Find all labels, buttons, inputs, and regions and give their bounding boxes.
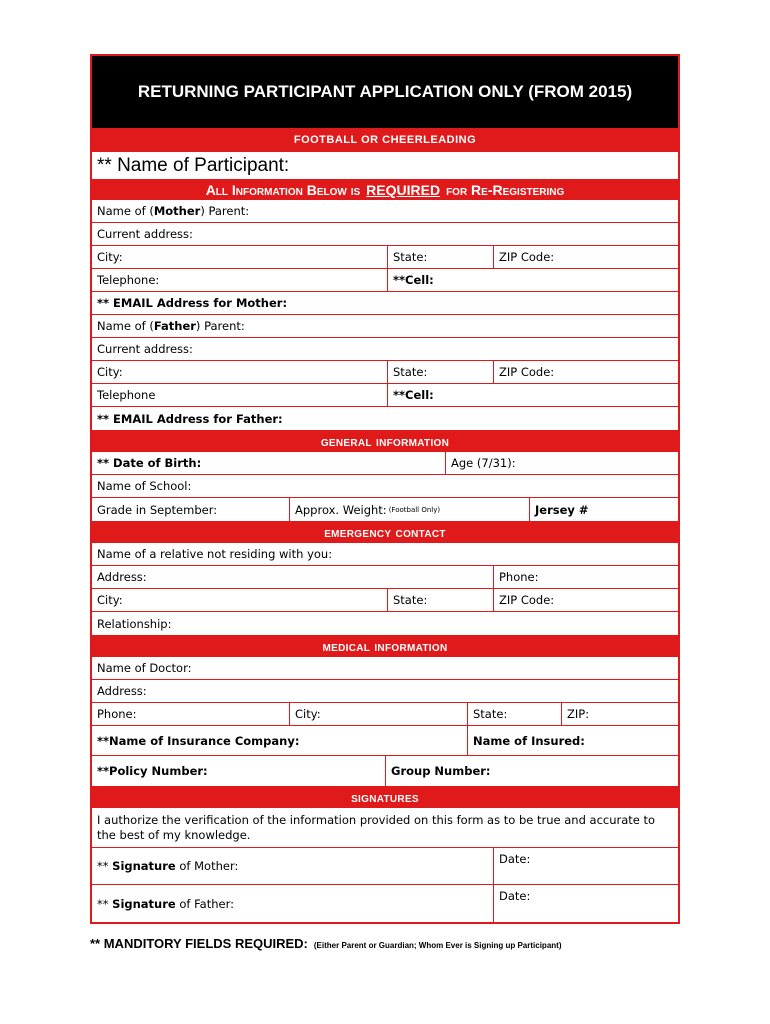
relationship-field[interactable]: Relationship: <box>97 616 172 631</box>
doctor-city-field[interactable]: City: <box>290 703 468 725</box>
mother-name-field[interactable] <box>92 200 678 222</box>
form-subtitle: FOOTBALL OR CHEERLEADING <box>92 128 678 152</box>
weight-label: Approx. Weight: <box>295 502 387 517</box>
label: of Mother: <box>175 859 239 873</box>
mother-email-field[interactable]: ** EMAIL Address for Mother: <box>97 296 288 310</box>
age-field[interactable]: Age (7/31): <box>451 456 516 470</box>
mandatory-footer <box>90 935 680 953</box>
emergency-address-field[interactable]: Address: <box>92 566 494 588</box>
doctor-address-field[interactable]: Address: <box>97 684 147 698</box>
label: ** <box>97 896 113 911</box>
label-bold: Signature <box>112 859 176 873</box>
insurance-company-field[interactable]: **Name of Insurance Company: <box>92 726 468 755</box>
mandatory-label: ** MANDITORY FIELDS REQUIRED: <box>90 936 308 951</box>
label-bold: Mother <box>153 204 201 218</box>
mother-cell-field[interactable]: **Cell: <box>393 273 434 287</box>
mother-state-field[interactable]: State: <box>388 246 494 268</box>
mother-telephone-field[interactable]: Telephone: <box>92 269 388 291</box>
label: of Father: <box>175 896 234 911</box>
group-number-field[interactable]: Group Number: <box>391 764 491 778</box>
weight-note: (Football Only) <box>388 505 441 514</box>
school-field[interactable]: Name of School: <box>97 479 192 493</box>
father-name-field[interactable] <box>92 315 678 337</box>
emergency-state-field[interactable]: State: <box>388 589 494 611</box>
signatures-heading: signatures <box>92 786 678 808</box>
label-bold: Father <box>153 319 196 333</box>
father-cell-field[interactable]: **Cell: <box>393 388 434 402</box>
mother-signature-date-field[interactable]: Date: <box>499 852 531 866</box>
doctor-state-field[interactable]: State: <box>468 703 562 725</box>
emergency-city-field[interactable]: City: <box>92 589 388 611</box>
notice-post: for Re-Registering <box>446 182 565 198</box>
jersey-field[interactable]: Jersey # <box>535 502 589 517</box>
father-city-field[interactable]: City: <box>92 361 388 383</box>
mother-address-field[interactable]: Current address: <box>97 227 193 241</box>
mother-zip-field[interactable]: ZIP Code: <box>499 250 555 264</box>
authorization-text: I authorize the verification of the information provided on this form as to be true and accurate to the best of my knowledge. <box>97 812 656 842</box>
mother-city-field[interactable]: City: <box>92 246 388 268</box>
label: Name of ( <box>97 319 154 333</box>
application-form <box>90 54 680 924</box>
medical-information-heading: medical information <box>92 635 678 657</box>
emergency-phone-field[interactable]: Phone: <box>499 570 539 584</box>
general-information-heading: general information <box>92 430 678 452</box>
date-of-birth-field[interactable]: ** Date of Birth: <box>92 452 446 474</box>
father-address-field[interactable]: Current address: <box>97 342 193 356</box>
grade-field[interactable]: Grade in September: <box>92 498 290 521</box>
notice-required: REQUIRED <box>366 182 441 198</box>
father-zip-field[interactable]: ZIP Code: <box>499 365 555 379</box>
label: Name of ( <box>97 204 154 218</box>
father-signature-field[interactable] <box>92 885 494 922</box>
participant-name-field[interactable]: ** Name of Participant: <box>97 154 290 176</box>
policy-number-field[interactable]: **Policy Number: <box>92 756 386 786</box>
emergency-contact-heading: emergency contact <box>92 521 678 543</box>
required-notice <box>92 180 678 200</box>
doctor-zip-field[interactable]: ZIP: <box>567 707 590 721</box>
father-email-field[interactable]: ** EMAIL Address for Father: <box>97 411 283 426</box>
mandatory-note: (Either Parent or Guardian; Whom Ever is Signing up Participant) <box>313 941 562 950</box>
notice-pre: All Information Below is <box>205 182 361 198</box>
insured-name-field[interactable]: Name of Insured: <box>473 733 585 748</box>
father-telephone-field[interactable]: Telephone <box>92 384 388 406</box>
label: ** <box>97 859 113 873</box>
label: ) Parent: <box>200 204 250 218</box>
label: ) Parent: <box>195 319 245 333</box>
form-title: RETURNING PARTICIPANT APPLICATION ONLY (FROM 2015) <box>92 56 678 128</box>
weight-field[interactable] <box>290 498 530 521</box>
emergency-zip-field[interactable]: ZIP Code: <box>499 593 555 607</box>
doctor-phone-field[interactable]: Phone: <box>92 703 290 725</box>
mother-signature-field[interactable] <box>92 848 494 884</box>
relative-name-field[interactable]: Name of a relative not residing with you: <box>97 547 333 561</box>
doctor-name-field[interactable]: Name of Doctor: <box>97 661 192 675</box>
label-bold: Signature <box>112 896 176 911</box>
father-signature-date-field[interactable]: Date: <box>499 889 531 903</box>
father-state-field[interactable]: State: <box>388 361 494 383</box>
